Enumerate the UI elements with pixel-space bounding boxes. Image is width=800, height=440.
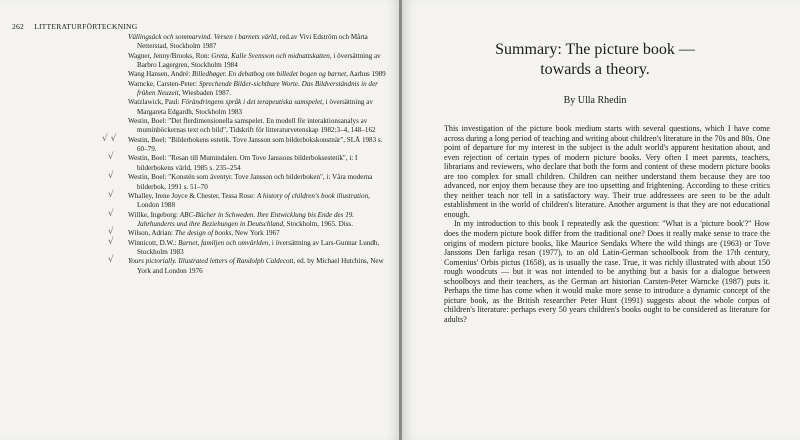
reference-details: "Bilderbokens estetik. Tove Jansson som bilderbokskonstnär", SLÅ 1983 s. 60–79. [137,135,383,154]
reference-details: New York 1967 [233,229,280,238]
check-mark-icon: √ [108,208,114,219]
reference-entry [108,208,390,230]
summary-body [444,124,770,324]
check-mark-icon: √ [108,171,114,182]
reference-entry [108,227,390,238]
reference-entry [108,152,390,173]
check-mark-icon: √ [108,189,114,200]
reference-details: red.av Vivi Edström och Mårta Netterstad, Stockholm 1987 [137,33,368,51]
summary-title [430,40,760,80]
check-mark-icon: √ √ [102,133,117,144]
reference-entry [108,255,390,276]
reference-entry [108,171,390,192]
reference-entry [128,80,390,99]
reference-author: Wang Hansen, André: [128,70,193,79]
reference-details: Stockholm, 1965. Diss. [284,219,353,228]
reference-author: Wagner, Jenny/Brooks, Ron: [128,51,212,60]
reference-author: Westin, Boel: [128,135,169,144]
reference-details: Wiesbaden 1987. [180,89,231,98]
reference-title: Sprechende Bilder-sichtbare Worte. Das Bildverständnis in der frühen Neuzeit, [137,79,378,98]
reference-entry [128,117,390,136]
reference-list [102,33,390,276]
reference-entry [102,133,390,155]
reference-author: Wilson, Adrian: [128,229,175,238]
reference-details: i översättning av Barbro Lagergren, Stockholm 1984 [137,51,381,70]
reference-details: i översättning av Margareta Edgardh, Stockholm 1983 [137,98,373,116]
reference-title: Greta, Kalle Svensson och midnattskatten, [211,51,332,60]
reference-entry [128,33,390,52]
check-mark-icon: √ [108,152,114,163]
reference-details: London 1988 [137,201,176,210]
reference-author: Westin, Boel: [128,154,169,163]
reference-title: The design of books, [174,229,234,238]
reference-title: Billedbøger. En debatbog om billedet bogen og barnet, [192,70,348,79]
reference-author: Westin, Boel: [128,117,169,126]
reference-entry [108,189,390,211]
reference-entry [108,236,390,258]
reference-entry [128,98,390,117]
title-line-1: Summary: The picture book — [495,41,695,58]
reference-author: Whalley, Irene Joyce & Chester, Tessa Rose: [128,191,257,200]
paragraph-2: In my introduction to this book I repeatedly ask the question: "What is a 'picture book'?" How does the modern picture book differ from the traditional one? Does it really make sense to trace the origins of modern picture books, like Maurice Sendaks Where the wild things are (1963) or Tove Janssons Den farliga resan (1977), to an old Latin-German schoolbook from the 17th century, Comenius' Orbis pictus (1658), as is usually the case. True, it was richly illustrated with about 150 rough woodcuts — but it was not intended to be anything but a basis for a dialogue between schoolboys and their teachers, as the German art historian Carsten-Peter Warncke (1987) puts it. Perhaps the time has come when it would make more sense to introduce a dynamic concept of the picture book, as the British researcher Peter Hunt (1991) suggests about the whole corpus of children's literature: perhaps every 50 years children's books ought to be considered as literature for adults? [444,219,770,324]
reference-author: Winnicott, D.W.: [128,238,179,247]
page-number: 262 [12,22,24,31]
reference-author: Westin, Boel: [128,173,169,182]
reference-entry [128,52,390,71]
reference-title: Barnet, familjen och omvärlden, [178,238,271,247]
check-mark-icon: √ [108,227,114,238]
reference-title: Vällingsäck och sommarvind. Versen i barnets värld, [128,33,279,41]
reference-details: i översättning av Lars-Gunnar Lundh, Stockholm 1983 [137,238,380,256]
reference-author: Willke, Ingeborg: [128,210,180,219]
paragraph-1: This investigation of the picture book medium starts with several questions, which I have come across during a long period of teaching and writing about children's literature in the 70s and 80s. One point of departure for my interest in the subject is the adult world's apparent hesitation about, and even rejection of certain types of modern picture books. Very often I meet parents, teachers, librarians and reviewers, who declare that both the form and content of these modern picture books are too complex for small children. Children can neither understand them because they are too advanced, nor enjoy them because they are too upsetting and frightening. According to these critics they neither teach nor tell in a satisfactory way. Their true addressees are seen to be the adult establishment in the world of children's literature. Another argument is that they are not educational enough. [444,124,770,219]
reference-title: A history of children's book illustration, [256,191,370,200]
reference-details: "Resan till Mumindalen. Om Tove Janssons bilderboksestetik", i: I bilderbokens värld, 1985 s. 235–254 [137,154,358,172]
reference-entry [128,70,390,79]
title-line-2: towards a theory. [540,61,650,78]
reference-author: Watzlawick, Paul: [128,98,182,107]
section-title: LITTERATURFÖRTECKNING [34,22,138,31]
reference-details: ed. by Michael Hutchins, New York and London 1976 [137,257,384,275]
reference-title: Yours pictorially. Illustrated letters of Randolph Caldecott, [128,257,296,266]
reference-title: Förändringens språk i det terapeutiska samspelet, [181,98,324,107]
byline: By Ulla Rhedin [563,95,627,106]
reference-author: Warncke, Carsten-Peter: [128,79,199,88]
reference-details: "Konstén som äventyr. Tove Jansson och bilderboken", i: Våra moderna bilderbok, 1991 s. 51–70 [137,173,373,191]
check-mark-icon: √ [108,255,114,266]
reference-details: "Det flerdimensionella samspelet. En modell för interaktionsanalys av muminböckernas text och bild", Tidskrift för litteraturvetenskap 1982:3–4, 148–162 [137,117,376,135]
running-head [12,22,145,31]
check-mark-icon: √ [108,236,114,247]
reference-title: ABC-Bücher in Schweden. Ihre Entwicklung bis Ende des 19. Jahrhunderts und ihre Beziehungen in Deutschland, [137,210,355,228]
reference-details: Aarhus 1989 [347,70,386,79]
